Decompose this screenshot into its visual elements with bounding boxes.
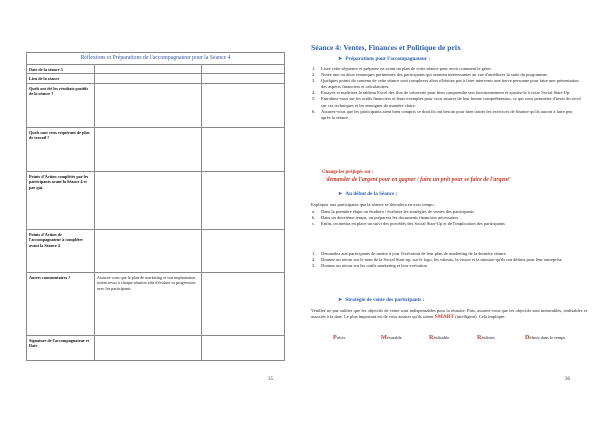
- row-cell[interactable]: [202, 273, 285, 336]
- page-title: Séance 4: Ventes, Finances et Politique de prix: [311, 43, 461, 52]
- arrow-icon: ➤: [338, 191, 343, 197]
- prep-list: [312, 66, 582, 121]
- list-item: 5. Entraînez-vous sur les outils financiers et leurs exemples pour vous assurer de leur bonne compréhension, ce qui vous permettra d'avoir du recul sur ces techniques et les enseigner de manière claire.: [312, 96, 581, 108]
- page-number: 36: [565, 377, 570, 382]
- start-list: [312, 209, 574, 227]
- table-row: [27, 230, 285, 273]
- list-item: 6. Assurez-vous que les participants aient bien compris ce dont ils ont besoin pour bien traiter les exercices de finance qu'ils auront à faire peu après la séance: [312, 108, 573, 120]
- start-heading: ➤ Au début de la Séance :: [338, 191, 398, 197]
- row-cell[interactable]: [94, 172, 202, 230]
- row-label: Points d'Action de l'accompagnateur à compléter avant la Séance 4: [27, 230, 95, 273]
- row-cell[interactable]: [202, 65, 285, 74]
- smart-item: Réalisable: [429, 334, 450, 341]
- table-row: [27, 65, 285, 74]
- row-label: Points d'Action complétés par les participants avant la Séance 4 et par qui.: [27, 172, 95, 230]
- sales-heading: ➤ Stratégie de vente des participants :: [338, 297, 425, 303]
- row-cell[interactable]: [94, 230, 202, 273]
- smart-criteria: [333, 334, 573, 341]
- prep-heading: ➤ Préparations pour l'accompagnateur :: [338, 56, 431, 62]
- row-label: Signature de l'accompagnateur et Date: [27, 336, 95, 361]
- list-item: 1. Demandez aux participants de mettre à jour l'exécution de leur plan de marketing de la dernière séance: [312, 251, 506, 256]
- smart-item: Définis dans le temps: [525, 334, 566, 341]
- smart-item: Précis: [333, 334, 346, 341]
- arrow-icon: ➤: [338, 297, 343, 303]
- row-label: Quels sont ceux requérant de plus de travail ?: [27, 128, 95, 172]
- row-label: Quels ont été les résultats positifs de la séance ?: [27, 84, 95, 128]
- row-cell[interactable]: [94, 84, 202, 128]
- list-item: 4. Essayez et maîtrisez le tableau Excel des flux de trésorerie pour bien comprendre son fonctionnement et ajustez-le à votre Social Start-Up.: [312, 90, 571, 96]
- prejudice-quote: 'demander de l'argent pour en gagner / faire un prêt pour se faire de l'argent': [325, 177, 511, 183]
- row-cell[interactable]: [94, 74, 202, 84]
- arrow-icon: ➤: [338, 56, 343, 62]
- row-cell[interactable]: [202, 230, 285, 273]
- table-row: [27, 128, 285, 172]
- table-row: [27, 273, 285, 336]
- smart-word: SMART: [434, 314, 455, 321]
- start-intro: Expliquer aux participants que la séance se déroulera en trois temps :: [311, 202, 436, 207]
- reflection-table: [26, 52, 285, 361]
- list-item: 2. Notez une ou deux remarques pertinentes des participants qui seraient intéressantes au vue d'améliorer la suite du programme.: [312, 72, 548, 78]
- list-item: 3. Donnez un retour sur les outils marketing et leur exécution: [312, 263, 427, 269]
- table-row: [27, 172, 285, 230]
- row-cell[interactable]: [202, 172, 285, 230]
- smart-item: Mesurable: [381, 334, 402, 341]
- smart-item: Réalistes: [477, 334, 495, 341]
- list-item: 3. Quelques points du contenu de cette séance sont complexes alors n'hésitez pas à faire intervenir une tierce personne pour faire une présentation des aspects financiers et calculatoires.: [312, 78, 579, 90]
- change-heading: Change les préjugés sur :: [322, 170, 374, 175]
- right-page: [300, 0, 600, 424]
- row-label: Date de la séance 3: [27, 65, 95, 74]
- row-label: Autres commentaires ?: [27, 273, 95, 336]
- row-cell[interactable]: [94, 336, 202, 361]
- row-label: Lieu de la séance: [27, 74, 95, 84]
- list-item: 2. Donnez un retour sur le nom de la Social Start-up, sur le logo, les valeurs, la vision et la mission qu'ils ont définis pour leur entreprise: [312, 257, 562, 263]
- row-cell[interactable]: [94, 65, 202, 74]
- page-number: 35: [268, 377, 273, 382]
- row-cell[interactable]: [202, 336, 285, 361]
- sales-paragraph: Veuillez ne pas oublier que les objectifs de vente sont indispensables pour la réussite. Puis, assurez-vous que les objectifs sont mesurables, réalisables et associés à la date. Le plus important est de vous assurer qu'ils soient SMART (intelligent). Cela implique:: [311, 308, 587, 321]
- row-cell[interactable]: [202, 128, 285, 172]
- list-item: b. Dans un deuxième temps, on préparera les documents financiers nécessaires: [312, 215, 459, 221]
- list-item: c. Enfin, on mettra en place un suivi des procédés des Social Start-Up et de l'implication des participants: [312, 221, 505, 227]
- ask-list: [312, 251, 578, 269]
- row-cell-comment[interactable]: Assurez-vous que le plan de marketing et son implantation soient revus à chaque réunion afin d'évaluer sa progression avec les participants: [94, 273, 202, 336]
- list-item: 1. Lisez cette séquence et préparez en avant un plan de votre séance pour avoir comment le gérer.: [312, 66, 492, 71]
- row-cell[interactable]: [202, 84, 285, 128]
- list-item: a. Dans la première étape on étudiera / évaluera les stratégies de ventes des participants: [312, 209, 474, 214]
- table-row: [27, 74, 285, 84]
- table-title: Réflexions et Préparations de l'accompagnateur pour la Séance 4: [27, 53, 285, 65]
- row-cell[interactable]: [202, 74, 285, 84]
- table-row: [27, 336, 285, 361]
- row-cell[interactable]: [94, 128, 202, 172]
- table-row: [27, 84, 285, 128]
